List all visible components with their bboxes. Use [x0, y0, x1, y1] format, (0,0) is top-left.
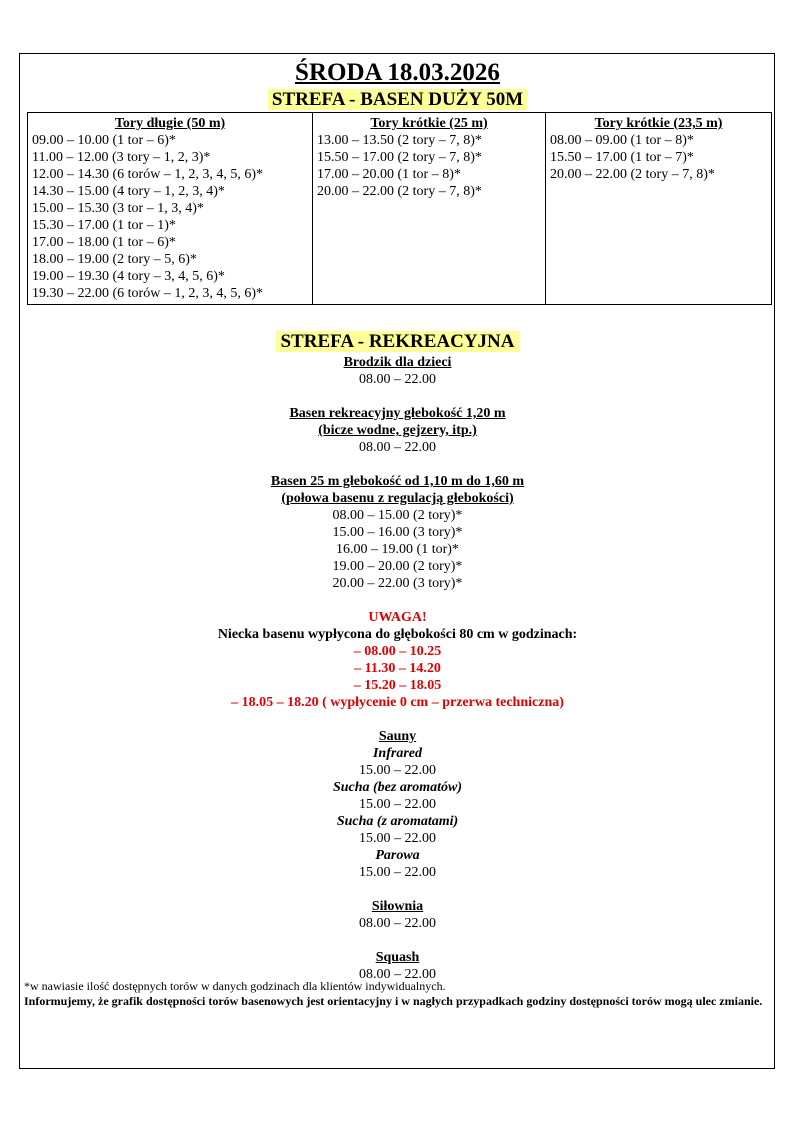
time-slot: 13.00 – 13.50 (2 tory – 7, 8)*	[317, 133, 482, 148]
short235-lanes-slots	[550, 132, 767, 183]
warning-time: – 08.00 – 10.25	[353, 644, 442, 659]
time-slot: 15.00 – 15.30 (3 tor – 1, 3, 4)*	[32, 201, 204, 216]
rec-pool-hours: 08.00 – 22.00	[359, 440, 436, 455]
short235-lanes-header: Tory krótkie (23,5 m)	[594, 116, 723, 131]
sauna-hours: 15.00 – 22.00	[359, 797, 436, 812]
kids-pool-name: Brodzik dla dzieci	[343, 355, 452, 370]
footer-notes	[24, 979, 774, 1009]
time-slot: 19.00 – 19.30 (4 tory – 3, 4, 5, 6)*	[32, 269, 225, 284]
lanes-table	[27, 112, 772, 305]
pool25-slots	[0, 507, 795, 592]
warning-text: Niecka basenu wypłycona do głębokości 80 cm w godzinach:	[217, 627, 578, 642]
time-slot: 16.00 – 19.00 (1 tor)*	[336, 542, 459, 557]
time-slot: 15.00 – 16.00 (3 tory)*	[332, 525, 463, 540]
gym-name: Siłownia	[371, 899, 424, 914]
recreation-section	[0, 330, 795, 983]
time-slot: 11.00 – 12.00 (3 tory – 1, 2, 3)*	[32, 150, 211, 165]
sauna-hours: 15.00 – 22.00	[359, 865, 436, 880]
long-lanes-header: Tory długie (50 m)	[114, 116, 226, 131]
warning-time: – 15.20 – 18.05	[353, 678, 442, 693]
squash-hours: 08.00 – 22.00	[359, 967, 436, 982]
time-slot: 20.00 – 22.00 (3 tory)*	[332, 576, 463, 591]
time-slot: 15.50 – 17.00 (2 tory – 7, 8)*	[317, 150, 482, 165]
time-slot: 20.00 – 22.00 (2 tory – 7, 8)*	[550, 167, 715, 182]
pool25-note: (połowa basenu z regulacją głebokości)	[281, 491, 514, 506]
rec-pool-name: Basen rekreacyjny głebokość 1,20 m	[289, 406, 506, 421]
short235-lanes-column	[546, 113, 772, 305]
warning-time: – 18.05 – 18.20 ( wypłycenie 0 cm – przerwa techniczna)	[231, 695, 564, 710]
time-slot: 19.30 – 22.00 (6 torów – 1, 2, 3, 4, 5, 6)*	[32, 286, 263, 301]
sauna-list	[0, 745, 795, 881]
sauna-hours: 15.00 – 22.00	[359, 831, 436, 846]
info-note: Informujemy, że grafik dostępności torów basenowych jest orientacyjny i w nagłych przypadkach godziny dostępności torów mogą ulec zmianie.	[24, 994, 763, 1008]
gym-hours: 08.00 – 22.00	[359, 916, 436, 931]
long-lanes-column	[28, 113, 313, 305]
time-slot: 15.30 – 17.00 (1 tor – 1)*	[32, 218, 176, 233]
time-slot: 19.00 – 20.00 (2 tory)*	[332, 559, 463, 574]
time-slot: 17.00 – 20.00 (1 tor – 8)*	[317, 167, 461, 182]
time-slot: 08.00 – 09.00 (1 tor – 8)*	[550, 133, 694, 148]
time-slot: 20.00 – 22.00 (2 tory – 7, 8)*	[317, 184, 482, 199]
kids-pool-hours: 08.00 – 22.00	[359, 372, 436, 387]
sauna-name: Infrared	[372, 746, 422, 761]
short25-lanes-header: Tory krótkie (25 m)	[370, 116, 488, 131]
time-slot: 08.00 – 15.00 (2 tory)*	[332, 508, 463, 523]
time-slot: 14.30 – 15.00 (4 tory – 1, 2, 3, 4)*	[32, 184, 225, 199]
short25-lanes-column	[313, 113, 546, 305]
saunas-header: Sauny	[378, 729, 417, 744]
time-slot: 15.50 – 17.00 (1 tor – 7)*	[550, 150, 694, 165]
rec-pool-note: (bicze wodne, gejzery, itp.)	[318, 423, 477, 438]
time-slot: 12.00 – 14.30 (6 torów – 1, 2, 3, 4, 5, 6)*	[32, 167, 263, 182]
pool25-name: Basen 25 m głebokość od 1,10 m do 1,60 m	[270, 474, 525, 489]
page-title: ŚRODA 18.03.2026	[295, 59, 500, 86]
squash-name: Squash	[375, 950, 420, 965]
sauna-name: Parowa	[375, 848, 420, 863]
footnote: *w nawiasie ilość dostępnych torów w danych godzinach dla klientów indywidualnych.	[24, 979, 446, 993]
time-slot: 17.00 – 18.00 (1 tor – 6)*	[32, 235, 176, 250]
warning-time: – 11.30 – 14.20	[354, 661, 441, 676]
warning-times	[0, 643, 795, 711]
time-slot: 09.00 – 10.00 (1 tor – 6)*	[32, 133, 176, 148]
sauna-name: Sucha (bez aromatów)	[332, 780, 463, 795]
zone-big-pool-heading: STREFA - BASEN DUŻY 50M	[0, 89, 795, 111]
long-lanes-slots	[32, 132, 308, 302]
short25-lanes-slots	[317, 132, 541, 200]
warning-label: UWAGA!	[368, 610, 427, 625]
sauna-hours: 15.00 – 22.00	[359, 763, 436, 778]
sauna-name: Sucha (z aromatami)	[336, 814, 459, 829]
zone-recreation-heading: STREFA - REKREACYJNA	[0, 330, 795, 354]
time-slot: 18.00 – 19.00 (2 tory – 5, 6)*	[32, 252, 197, 267]
